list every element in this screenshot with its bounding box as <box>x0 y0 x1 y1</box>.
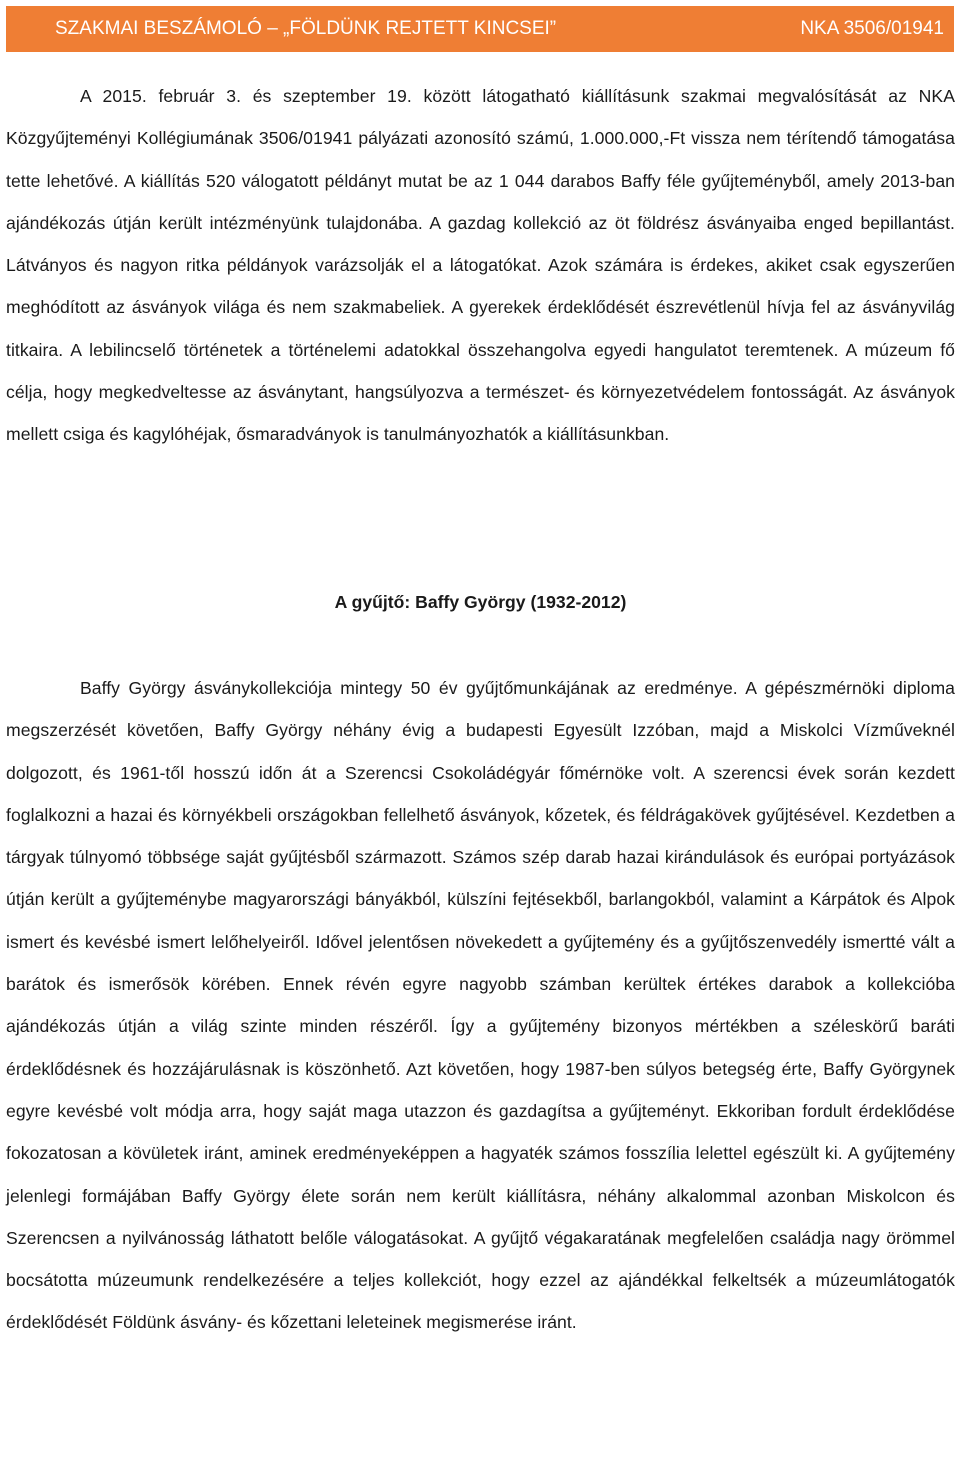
biography-paragraph: Baffy György ásványkollekciója mintegy 50 év gyűjtőmunkájának az eredménye. A gépészmérnöki diploma megszerzését követően, Baffy György néhány évig a budapesti Egyesült Izzóban, majd a Miskolci Vízműveknél dolgozott, és 1961-től hosszú időn át a Szerencsi Csokoládégyár főmérnöke volt. A szerencsi évek során kezdett foglalkozni a hazai és környékbeli országokban fellelhető ásványok, kőzetek, és féldrágakövek gyűjtésével. Kezdetben a tárgyak túlnyomó többsége saját gyűjtésből származott. Számos szép darab hazai kirándulások és európai portyázások útján került a gyűjteménybe magyarországi bányákból, külszíni fejtésekből, barlangokból, valamint a Kárpátok és Alpok ismert és kevésbé ismert lelőhelyeiről. Idővel jelentősen növekedett a gyűjtemény és a gyűjtőszenvedély ismertté vált a barátok és ismerősök körében. Ennek révén egyre nagyobb számban kerültek értékes darabok a kollekcióba ajándékozás útján a világ szinte minden részéről. Így a gyűjtemény bizonyos mértékben a széleskörű baráti érdeklődésnek és hozzájárulásnak is köszönhető. Azt követően, hogy 1987-ben súlyos betegség érte, Baffy Györgynek egyre kevésbé volt módja arra, hogy saját maga utazzon és gazdagítsa a gyűjteményt. Ekkoriban fordult érdeklődése fokozatosan a kövületek iránt, aminek eredményeképpen a hagyaték számos fosszília lelettel egészült ki. A gyűjtemény jelenlegi formájában Baffy György élete során nem került kiállításra, néhány alkalommal azonban Miskolcon és Szerencsen a nyilvánosság láthatott belőle válogatásokat. A gyűjtő végakaratának megfelelően családja nagy örömmel bocsátotta múzeumunk rendelkezésére a teljes kollekciót, hogy ezzel az ajándékkal felkeltsék a múzeumlátogatók érdeklődését Földünk ásvány- és kőzettani leleteinek megismerése iránt. <box>6 678 955 1333</box>
section-title: A gyűjtő: Baffy György (1932-2012) <box>334 592 627 612</box>
header-title: SZAKMAI BESZÁMOLÓ – „FÖLDÜNK REJTETT KINCSEI” <box>55 18 557 39</box>
document-body <box>6 75 955 1333</box>
document-header <box>6 6 954 52</box>
intro-paragraph: A 2015. február 3. és szeptember 19. között látogatható kiállításunk szakmai megvalósítását az NKA Közgyűjteményi Kollégiumának 3506/01941 pályázati azonosító számú, 1.000.000,-Ft vissza nem térítendő támogatása tette lehetővé. A kiállítás 520 válogatott példányt mutat be az 1 044 darabos Baffy féle gyűjteményből, amely 2013-ban ajándékozás útján került intézményünk tulajdonába. A gazdag kollekció az öt földrész ásványaiba enged bepillantást. Látványos és nagyon ritka példányok varázsolják el a látogatókat. Azok számára is érdekes, akiket csak egyszerűen meghódított az ásványok világa és nem szakmabeliek. A gyerekek érdeklődését észrevétlenül hívja fel az ásványvilág titkaira. A lebilincselő történetek a történelemi adatokkal összehangolva egyedi hangulatot teremtenek. A múzeum fő célja, hogy megkedveltesse az ásványtant, hangsúlyozva a természet- és környezetvédelem fontosságát. Az ásványok mellett csiga és kagylóhéjak, ősmaradványok is tanulmányozhatók a kiállításunkban. <box>6 86 955 445</box>
header-reference-number: NKA 3506/01941 <box>800 18 944 39</box>
